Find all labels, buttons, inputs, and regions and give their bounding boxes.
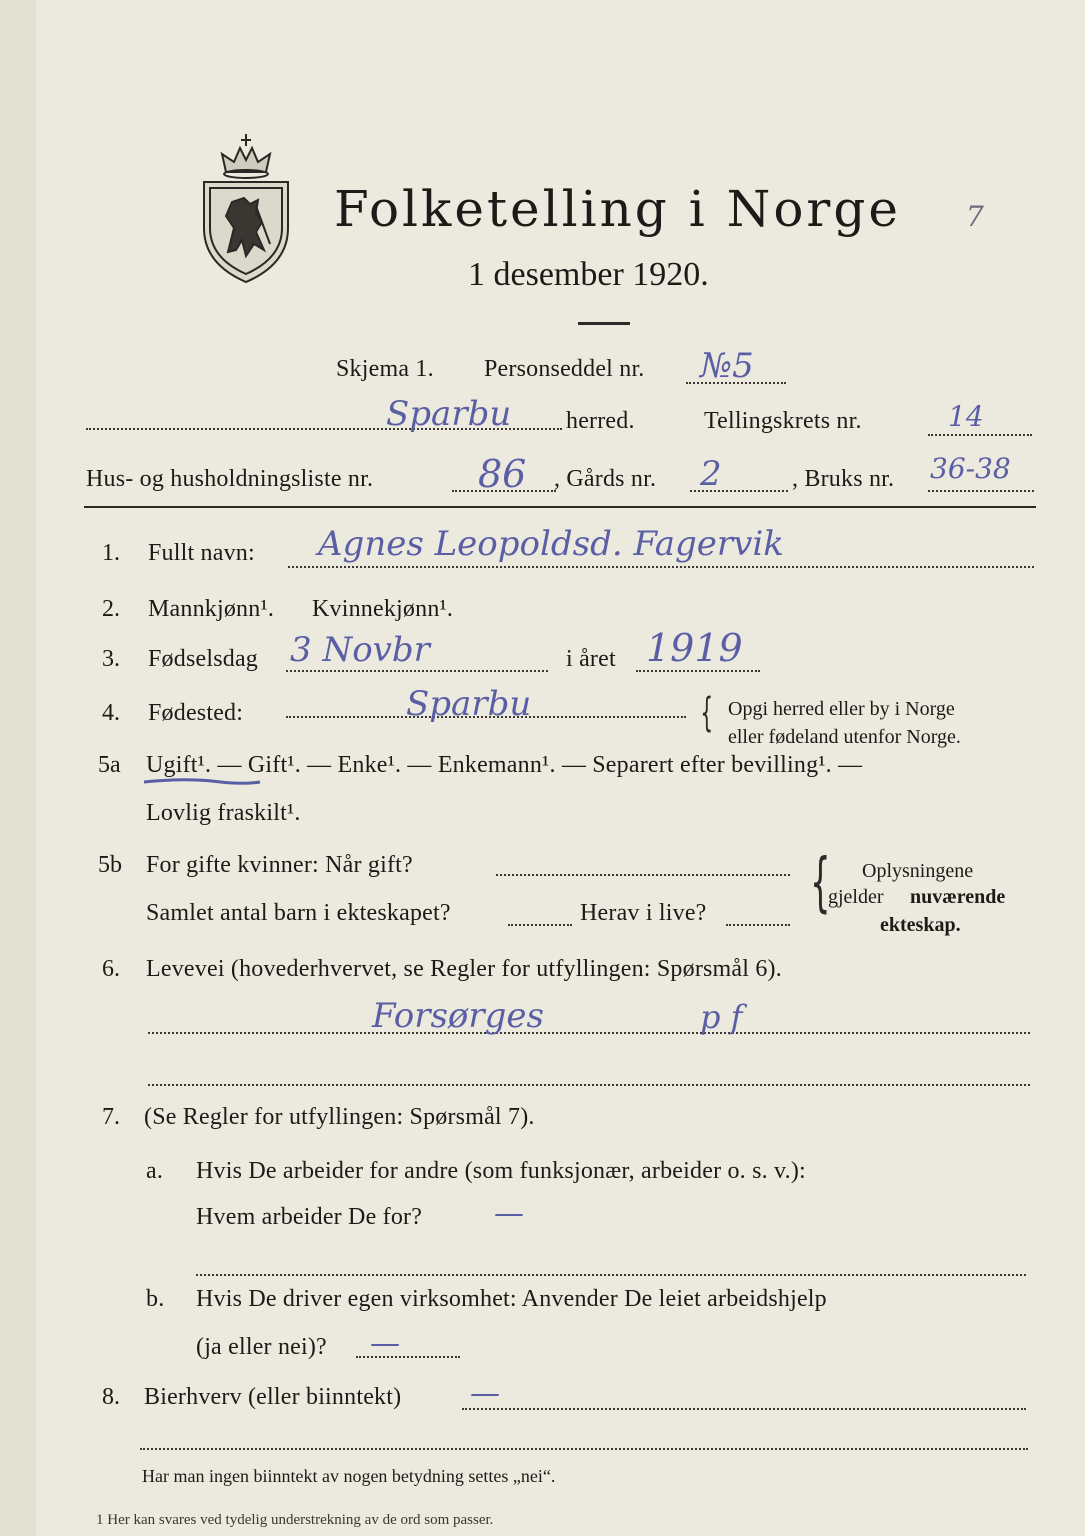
children-total-field[interactable] (508, 924, 572, 926)
q2-number: 2. (102, 596, 120, 622)
q4-note-line1: Opgi herred eller by i Norge (728, 698, 955, 720)
when-married-field[interactable] (496, 874, 790, 876)
q4-note-line2: eller fødeland utenfor Norge. (728, 726, 961, 748)
occupation-field-1[interactable] (148, 1032, 1030, 1034)
side-income-field[interactable] (462, 1408, 1026, 1410)
footer-note: Har man ingen biinntekt av nogen betydning settes „nei“. (142, 1466, 556, 1486)
census-date: 1 desember 1920. (468, 256, 709, 293)
ugift-underline-mark (142, 776, 262, 790)
option-kvinnekjonn[interactable]: Kvinnekjønn¹. (312, 596, 454, 622)
bruks-value: 36-38 (930, 452, 1011, 485)
year-label: i året (566, 646, 616, 672)
children-alive-field[interactable] (726, 924, 790, 926)
coat-of-arms-icon (198, 132, 294, 284)
occupation-value: Forsørges (372, 996, 544, 1036)
full-name-field[interactable] (288, 566, 1034, 568)
herred-label: herred. (566, 408, 635, 434)
q8-number: 8. (102, 1384, 120, 1410)
side-income-field-2[interactable] (140, 1448, 1028, 1450)
marital-status-options[interactable]: Ugift¹. — Gift¹. — Enke¹. — Enkemann¹. — Separert efter bevilling¹. — (146, 752, 863, 778)
marital-status-options-line2[interactable]: Lovlig fraskilt¹. (146, 800, 301, 826)
q7b-letter: b. (146, 1286, 165, 1312)
q5a-number: 5a (98, 752, 121, 778)
personseddel-label: Personseddel nr. (484, 356, 645, 382)
hus-value: 86 (478, 452, 527, 496)
personseddel-value: №5 (700, 346, 754, 386)
tellingskrets-field[interactable] (928, 434, 1032, 436)
q7-number: 7. (102, 1104, 120, 1130)
year-field[interactable] (636, 670, 760, 672)
q5b-note-line2: gjelder (828, 886, 884, 908)
herred-value: Sparbu (386, 394, 512, 434)
q1-label: Fullt navn: (148, 540, 255, 566)
q3-label: Fødselsdag (148, 646, 258, 672)
birthplace-value: Sparbu (406, 684, 532, 724)
full-name-value: Agnes Leopoldsd. Fagervik (318, 524, 784, 564)
gards-value: 2 (700, 454, 722, 494)
q4-brace: { (700, 690, 714, 736)
option-mannkjonn[interactable]: Mannkjønn¹. (148, 596, 275, 622)
q7-label: (Se Regler for utfyllingen: Spørsmål 7). (144, 1104, 535, 1130)
q5b-note-line1: Oplysningene (862, 860, 974, 882)
q5b-number: 5b (98, 852, 122, 878)
title-rule (578, 322, 630, 325)
employer-value: — (494, 1196, 524, 1231)
bruks-label: , Bruks nr. (792, 466, 895, 492)
occupation-value-2: p f (700, 998, 743, 1036)
q7b-line1: Hvis De driver egen virksomhet: Anvender De leiet arbeidshjelp (196, 1286, 827, 1312)
hus-label: Hus- og husholdningsliste nr. (86, 466, 374, 492)
q5b-note-line2-bold: nuværende (910, 886, 1006, 908)
birthday-field[interactable] (286, 670, 548, 672)
q5b-alive-label: Herav i live? (580, 900, 707, 926)
tellingskrets-label: Tellingskrets nr. (704, 408, 862, 434)
footnote: 1 Her kan svares ved tydelig understrekning av de ord som passer. (96, 1512, 494, 1528)
skjema-label: Skjema 1. (336, 356, 434, 382)
q1-number: 1. (102, 540, 120, 566)
q7a-line1: Hvis De arbeider for andre (som funksjonær, arbeider o. s. v.): (196, 1158, 806, 1184)
q4-label: Fødested: (148, 700, 244, 726)
q3-number: 3. (102, 646, 120, 672)
corner-mark: 7 (966, 200, 984, 233)
occupation-field-2[interactable] (148, 1084, 1030, 1086)
section-divider (84, 506, 1036, 508)
bruks-field[interactable] (928, 490, 1034, 492)
hired-help-value: — (370, 1326, 400, 1361)
q6-label: Levevei (hovederhvervet, se Regler for utfyllingen: Spørsmål 6). (146, 956, 782, 982)
paper-edge (0, 0, 36, 1536)
year-value: 1919 (646, 626, 743, 670)
q7a-line2: Hvem arbeider De for? (196, 1204, 423, 1230)
q5b-children-label: Samlet antal barn i ekteskapet? (146, 900, 451, 926)
gards-label: , Gårds nr. (554, 466, 657, 492)
q7b-line2: (ja eller nei)? (196, 1334, 327, 1360)
q7a-letter: a. (146, 1158, 164, 1184)
side-income-value: — (470, 1376, 500, 1411)
q5b-brace: { (810, 846, 831, 920)
q6-number: 6. (102, 956, 120, 982)
form-title: Folketelling i Norge (334, 180, 901, 238)
q4-number: 4. (102, 700, 120, 726)
birthday-value: 3 Novbr (290, 630, 430, 670)
employer-field[interactable] (196, 1274, 1026, 1276)
q8-label: Bierhverv (eller biinntekt) (144, 1384, 402, 1410)
q5b-note-line3: ekteskap. (880, 914, 961, 936)
q5b-when-married-label: For gifte kvinner: Når gift? (146, 852, 413, 878)
tellingskrets-value: 14 (948, 400, 984, 433)
